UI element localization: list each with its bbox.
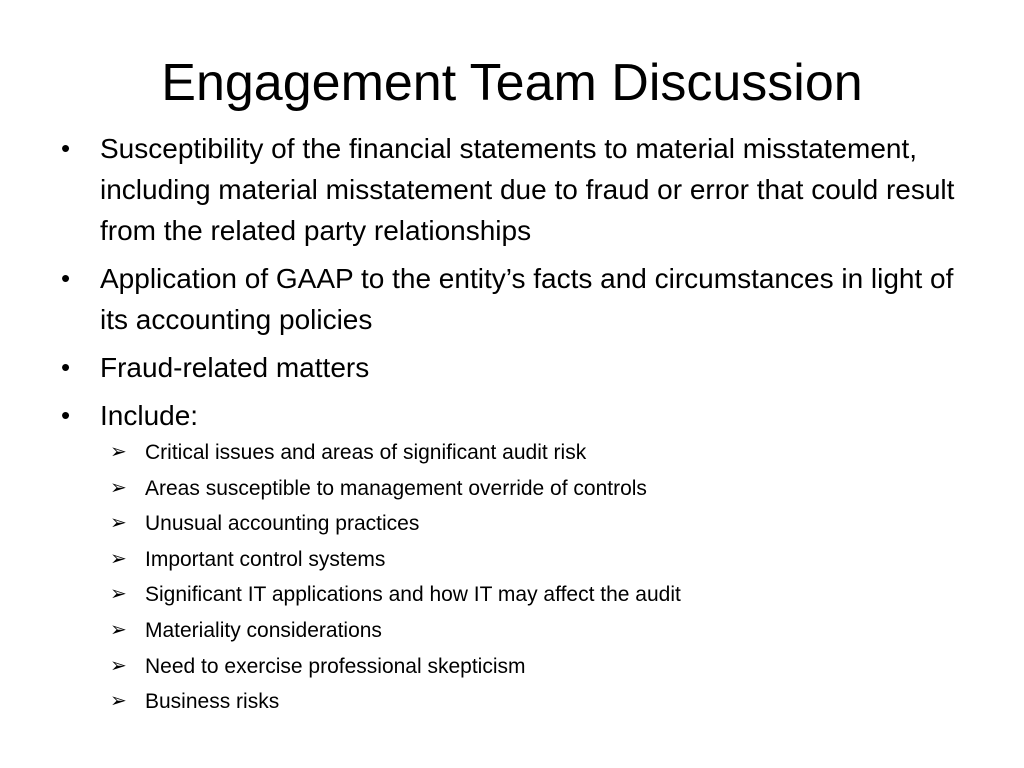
arrowhead-bullet-icon: ➢ <box>110 618 127 641</box>
sub-bullet-item <box>98 652 975 682</box>
slide-title: Engagement Team Discussion <box>161 54 863 112</box>
sub-bullet-item <box>98 687 975 717</box>
arrowhead-bullet-icon: ➢ <box>110 512 127 535</box>
bullet-list <box>55 128 975 724</box>
bullet-item <box>55 258 975 340</box>
sub-bullet-item <box>98 545 975 575</box>
arrowhead-bullet-icon: ➢ <box>110 547 127 570</box>
sub-bullet-text: Business risks <box>145 690 280 714</box>
sub-bullet-text: Critical issues and areas of significant audit risk <box>145 441 587 464</box>
bullet-text: Fraud-related matters <box>100 352 370 383</box>
arrowhead-bullet-icon: ➢ <box>110 690 127 713</box>
sub-bullet-text: Areas susceptible to management override of controls <box>145 476 647 500</box>
arrowhead-bullet-icon: ➢ <box>110 441 127 463</box>
bullet-dot-icon: • <box>61 352 71 382</box>
sub-bullet-text: Unusual accounting practices <box>145 512 420 536</box>
bullet-item <box>55 347 975 388</box>
bullet-dot-icon: • <box>61 133 71 163</box>
sub-bullet-list <box>98 438 975 717</box>
bullet-dot-icon: • <box>61 263 71 293</box>
sub-bullet-text: Materiality considerations <box>145 618 382 642</box>
sub-bullet-text: Important control systems <box>145 547 386 571</box>
arrowhead-bullet-icon: ➢ <box>110 476 127 499</box>
bullet-text: Susceptibility of the financial statements to material misstatement, including material misstatement due to fraud or error that could result from the related party relationships <box>100 133 955 246</box>
sub-bullet-item <box>98 580 975 610</box>
sub-bullet-item <box>98 438 975 468</box>
bullet-text: Application of GAAP to the entity’s facts and circumstances in light of its accounting policies <box>100 263 954 335</box>
sub-bullet-text: Need to exercise professional skepticism <box>145 654 526 678</box>
bullet-item <box>55 128 975 251</box>
arrowhead-bullet-icon: ➢ <box>110 583 127 606</box>
bullet-dot-icon: • <box>61 400 71 430</box>
sub-bullet-text: Significant IT applications and how IT may affect the audit <box>145 583 681 607</box>
sub-bullet-item <box>98 509 975 539</box>
bullet-text: Include: <box>100 400 199 431</box>
sub-bullet-item <box>98 616 975 646</box>
sub-bullet-item <box>98 474 975 504</box>
bullet-item <box>55 395 975 717</box>
arrowhead-bullet-icon: ➢ <box>110 654 127 677</box>
